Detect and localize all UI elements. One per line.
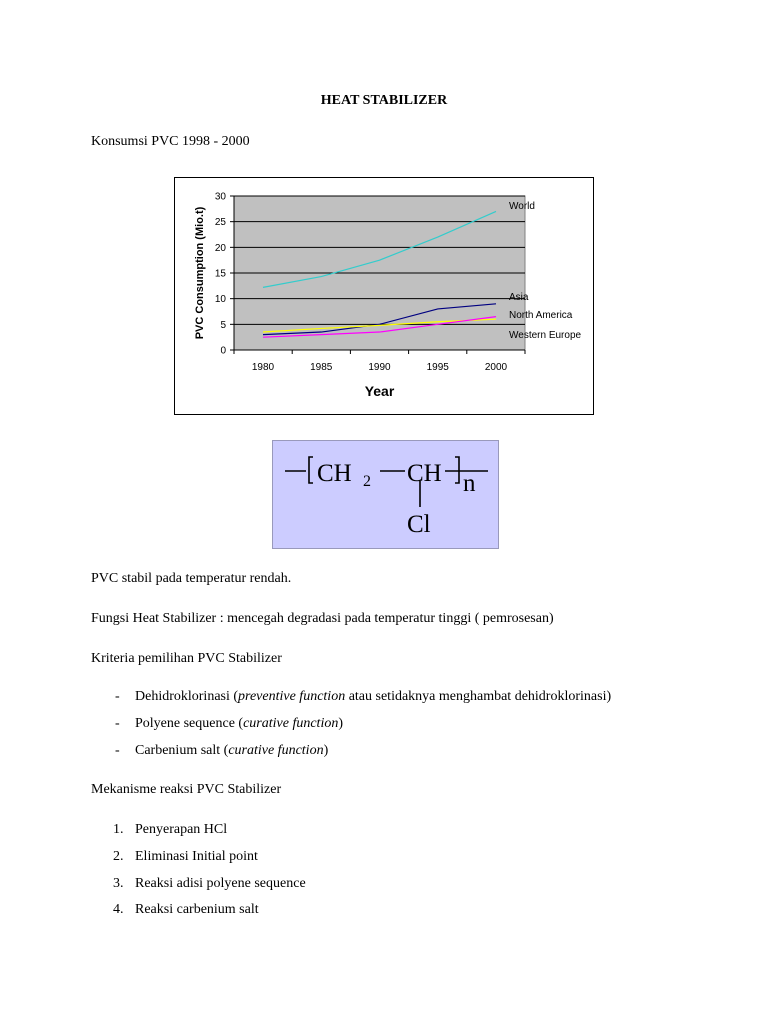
chart-svg xyxy=(175,178,593,414)
paragraph-stability: PVC stabil pada temperatur rendah. xyxy=(91,571,292,586)
bullet-marker: - xyxy=(115,689,120,704)
x-tick-label: 1985 xyxy=(310,362,333,373)
paragraph-mechanism: Mekanisme reaksi PVC Stabilizer xyxy=(91,782,282,797)
formula-ch: CH xyxy=(407,460,442,487)
formula-ch2-subscript: 2 xyxy=(363,473,371,490)
list-item-text: Polyene sequence (curative function) xyxy=(135,716,344,731)
y-tick-label: 10 xyxy=(214,294,226,306)
formula-cl: Cl xyxy=(407,511,431,538)
step-text: Reaksi adisi polyene sequence xyxy=(135,876,306,891)
formula-ch2: CH xyxy=(317,460,352,487)
list-item-text: Dehidroklorinasi (preventive function atau setidaknya menghambat dehidroklorinasi) xyxy=(135,689,612,704)
bullet-marker: - xyxy=(115,743,120,758)
x-tick-label: 1980 xyxy=(251,362,275,373)
x-axis-label: Year xyxy=(364,383,395,399)
step-number: 1. xyxy=(113,822,124,837)
list-item-text: Carbenium salt (curative function) xyxy=(135,743,329,758)
step-text: Eliminasi Initial point xyxy=(135,849,258,864)
series-label: Western Europe xyxy=(509,330,582,341)
step-number: 4. xyxy=(113,902,124,917)
pvc-consumption-chart xyxy=(174,177,594,415)
consumption-heading: Konsumsi PVC 1998 - 2000 xyxy=(91,134,250,149)
paragraph-criteria: Kriteria pemilihan PVC Stabilizer xyxy=(91,651,282,666)
bullet-marker: - xyxy=(115,716,120,731)
series-label: Asia xyxy=(509,292,529,303)
y-tick-label: 25 xyxy=(214,217,226,229)
formula-bracket-left xyxy=(309,457,313,483)
y-tick-label: 0 xyxy=(220,345,226,357)
formula-bracket-right xyxy=(455,457,459,483)
step-text: Penyerapan HCl xyxy=(135,822,228,837)
formula-n: n xyxy=(463,470,476,497)
formula-svg xyxy=(273,441,498,548)
step-text: Reaksi carbenium salt xyxy=(135,902,259,917)
pvc-structural-formula xyxy=(272,440,499,549)
x-tick-label: 1995 xyxy=(426,362,449,373)
y-axis-label: PVC Consumption (Mio.t) xyxy=(194,206,206,340)
x-tick-label: 1990 xyxy=(368,362,391,373)
step-number: 2. xyxy=(113,849,124,864)
paragraph-function: Fungsi Heat Stabilizer : mencegah degradasi pada temperatur tinggi ( pemrosesan) xyxy=(91,611,554,626)
step-number: 3. xyxy=(113,876,124,891)
y-tick-label: 15 xyxy=(214,268,226,280)
y-tick-label: 20 xyxy=(214,242,226,254)
x-tick-label: 2000 xyxy=(484,362,508,373)
document-title: HEAT STABILIZER xyxy=(320,93,448,108)
y-tick-label: 30 xyxy=(214,191,226,203)
series-label: North America xyxy=(509,310,573,321)
series-label: World xyxy=(509,201,535,212)
y-tick-label: 5 xyxy=(220,319,226,331)
